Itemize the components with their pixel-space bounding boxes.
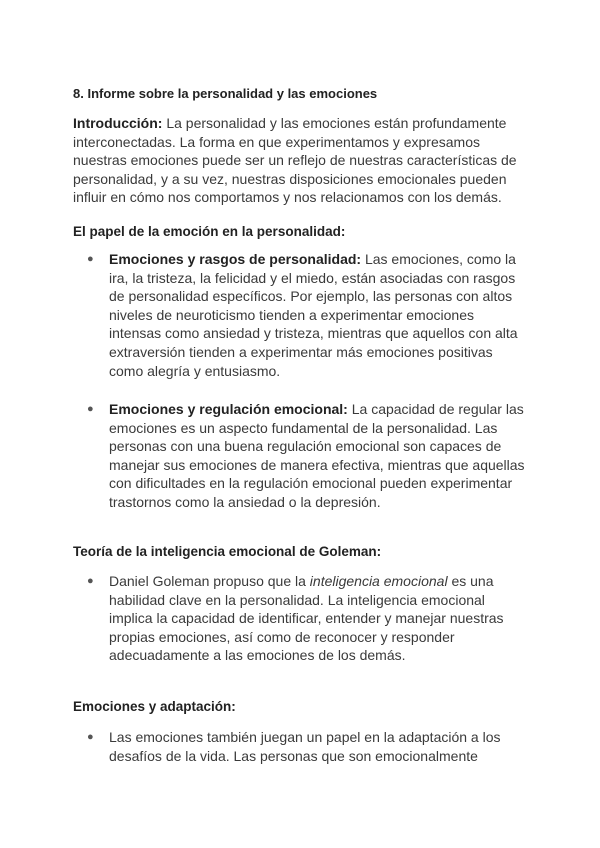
bullet-text: Las emociones, como la ira, la tristeza, la felicidad y el miedo, están asociadas con rasgos de personalidad específicos. Por ejemplo, las personas con altos niveles de neuroticismo tienden a experimentar emociones intensas como ansiedad y tristeza, mientras que aquellos con alta extraversión tienden a experimentar más emociones positivas como alegría y entusiasmo.: [109, 251, 518, 379]
bullet-text: Las emociones también juegan un papel en la adaptación a los desafíos de la vida. Las personas que son emocionalmente: [109, 729, 501, 764]
bullet-text: La capacidad de regular las emociones es un aspecto fundamental de la personalidad. Las personas con una buena regulación emocional son capaces de manejar sus emociones de manera efectiva, mientras que aquellas con dificultades en la regulación emocional pueden experimentar trastornos como la ansiedad o la depresión.: [109, 401, 525, 510]
bullet-icon: ●: [87, 403, 94, 415]
intro-paragraph: [73, 114, 533, 207]
list-item: [87, 728, 527, 765]
section-heading-adaptation: Emociones y adaptación:: [73, 699, 236, 714]
bullet-icon: ●: [87, 253, 94, 265]
bullet-label: Emociones y regulación emocional:: [109, 401, 348, 417]
document-title: 8. Informe sobre la personalidad y las emociones: [73, 86, 378, 101]
section-heading-goleman: Teoría de la inteligencia emocional de Goleman:: [73, 544, 382, 559]
bullet-text-emphasis: inteligencia emocional: [309, 573, 448, 589]
bullet-text-post: es una habilidad clave en la personalidad. La inteligencia emocional implica la capacidad de identificar, entender y manejar nuestras propias emociones, así como de reconocer y responder adecuadamente a las emociones de los demás.: [109, 573, 504, 664]
bullet-icon: ●: [87, 575, 94, 587]
list-item: [87, 572, 527, 665]
bullet-label: Emociones y rasgos de personalidad:: [109, 251, 362, 267]
intro-text: La personalidad y las emociones están profundamente interconectadas. La forma en que experimentamos y expresamos nuestras emociones puede ser un reflejo de nuestras características de personalidad, y a su vez, nuestras disposiciones emocionales pueden influir en cómo nos comportamos y nos relacionamos con los demás.: [73, 115, 517, 206]
list-item: [87, 400, 527, 512]
section-heading-emotion-role: El papel de la emoción en la personalidad:: [73, 224, 346, 239]
bullet-text-pre: Daniel Goleman propuso que la: [109, 573, 310, 589]
intro-label: Introducción:: [73, 115, 163, 131]
bullet-icon: ●: [87, 731, 94, 743]
list-item: [87, 250, 527, 380]
